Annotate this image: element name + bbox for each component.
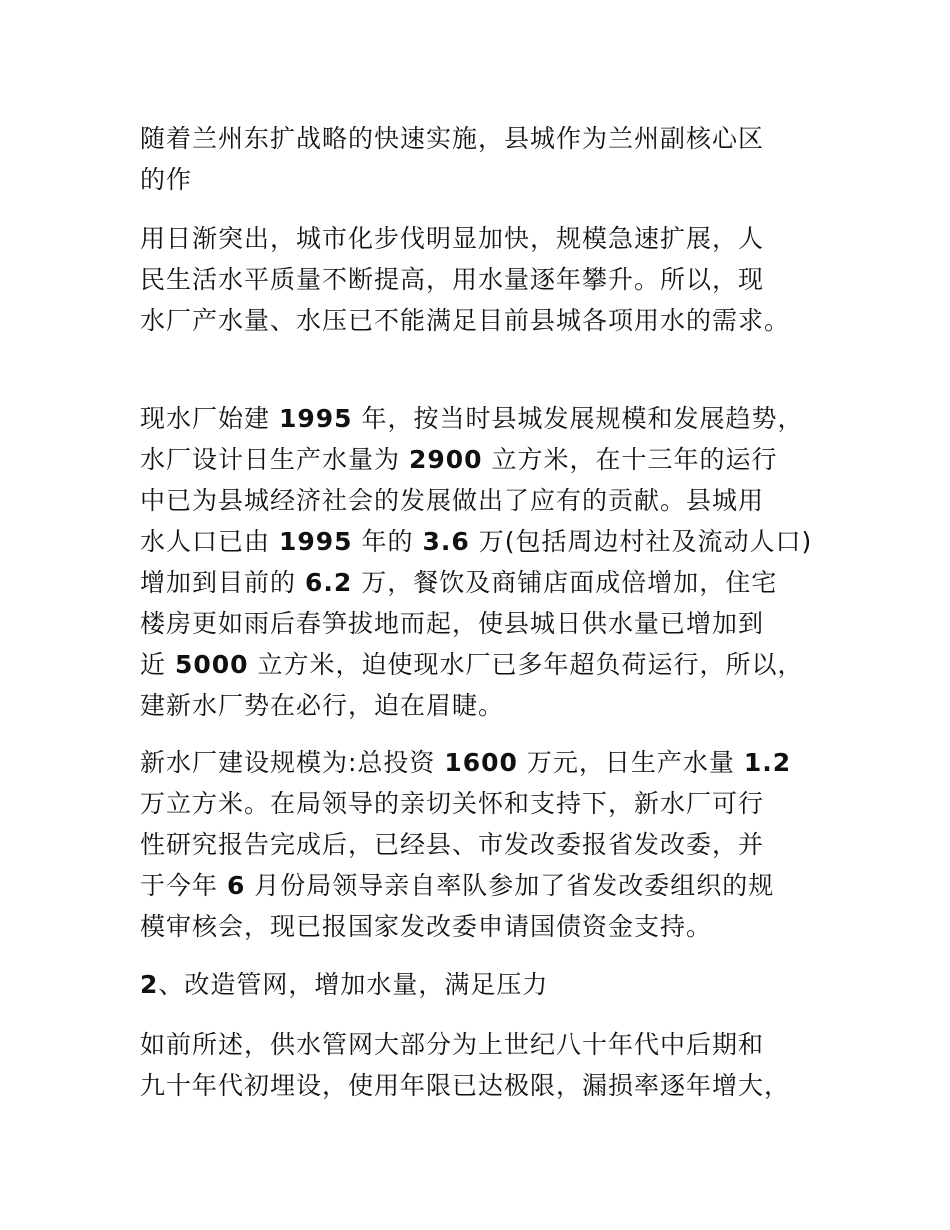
text-line: 如前所述，供水管网大部分为上世纪八十年代中后期和 (140, 1030, 765, 1059)
text-line: 近 5000 立方米，迫使现水厂已多年超负荷运行，所以， (140, 650, 804, 679)
text-line: 增加到目前的 6.2 万，餐饮及商铺店面成倍增加，住宅 (140, 568, 778, 597)
text-line: 水人口已由 1995 年的 3.6 万(包括周边村社及流动人口) (140, 527, 813, 556)
section-heading (140, 964, 820, 1005)
paragraph-new-plant (140, 742, 820, 947)
text-line: 2、改造管网，增加水量，满足压力 (140, 970, 549, 999)
number-text: 2900 (408, 445, 483, 474)
number-text: 5000 (174, 650, 249, 679)
paragraph-current-plant (140, 398, 820, 726)
text-line: 性研究报告完成后，已经县、市发改委报省发改委，并 (140, 830, 765, 859)
number-text: 6.2 (304, 568, 353, 597)
number-text: 1995 (278, 527, 353, 556)
text-line: 水厂产水量、水压已不能满足目前县城各项用水的需求。 (140, 306, 791, 335)
text-line: 万立方米。在局领导的亲切关怀和支持下，新水厂可行 (140, 789, 765, 818)
text-line: 的作 (140, 165, 193, 194)
text-line: 楼房更如雨后春笋拔地而起，使县城日供水量已增加到 (140, 609, 765, 638)
document-page (140, 0, 820, 1230)
number-text: 1995 (278, 404, 353, 433)
number-text: 1600 (444, 748, 518, 777)
text-line: 随着兰州东扩战略的快速实施，县城作为兰州副核心区 (140, 124, 765, 153)
text-line: 新水厂建设规模为:总投资 1600 万元，日生产水量 1.2 (140, 748, 792, 777)
text-line: 用日渐突出，城市化步伐明显加快，规模急速扩展，人 (140, 224, 765, 253)
number-text: 6 (226, 871, 246, 900)
paragraph-intro (140, 118, 820, 200)
number-text: 3.6 (422, 527, 470, 556)
text-line: 九十年代初埋设，使用年限已达极限，漏损率逐年增大， (140, 1071, 791, 1100)
number-text: 2 (140, 970, 159, 999)
text-line: 模审核会，现已报国家发改委申请国债资金支持。 (140, 912, 713, 941)
paragraph-demand (140, 218, 820, 341)
text-line: 水厂设计日生产水量为 2900 立方米，在十三年的运行 (140, 445, 778, 474)
number-text: 1.2 (743, 748, 792, 777)
text-line: 现水厂始建 1995 年，按当时县城发展规模和发展趋势， (140, 404, 804, 433)
text-line: 建新水厂势在必行，迫在眉睫。 (140, 691, 505, 720)
text-line: 中已为县城经济社会的发展做出了应有的贡献。县城用 (140, 486, 765, 515)
paragraph-pipe-network (140, 1024, 820, 1106)
text-line: 民生活水平质量不断提高，用水量逐年攀升。所以，现 (140, 265, 765, 294)
text-line: 于今年 6 月份局领导亲自率队参加了省发改委组织的规 (140, 871, 775, 900)
